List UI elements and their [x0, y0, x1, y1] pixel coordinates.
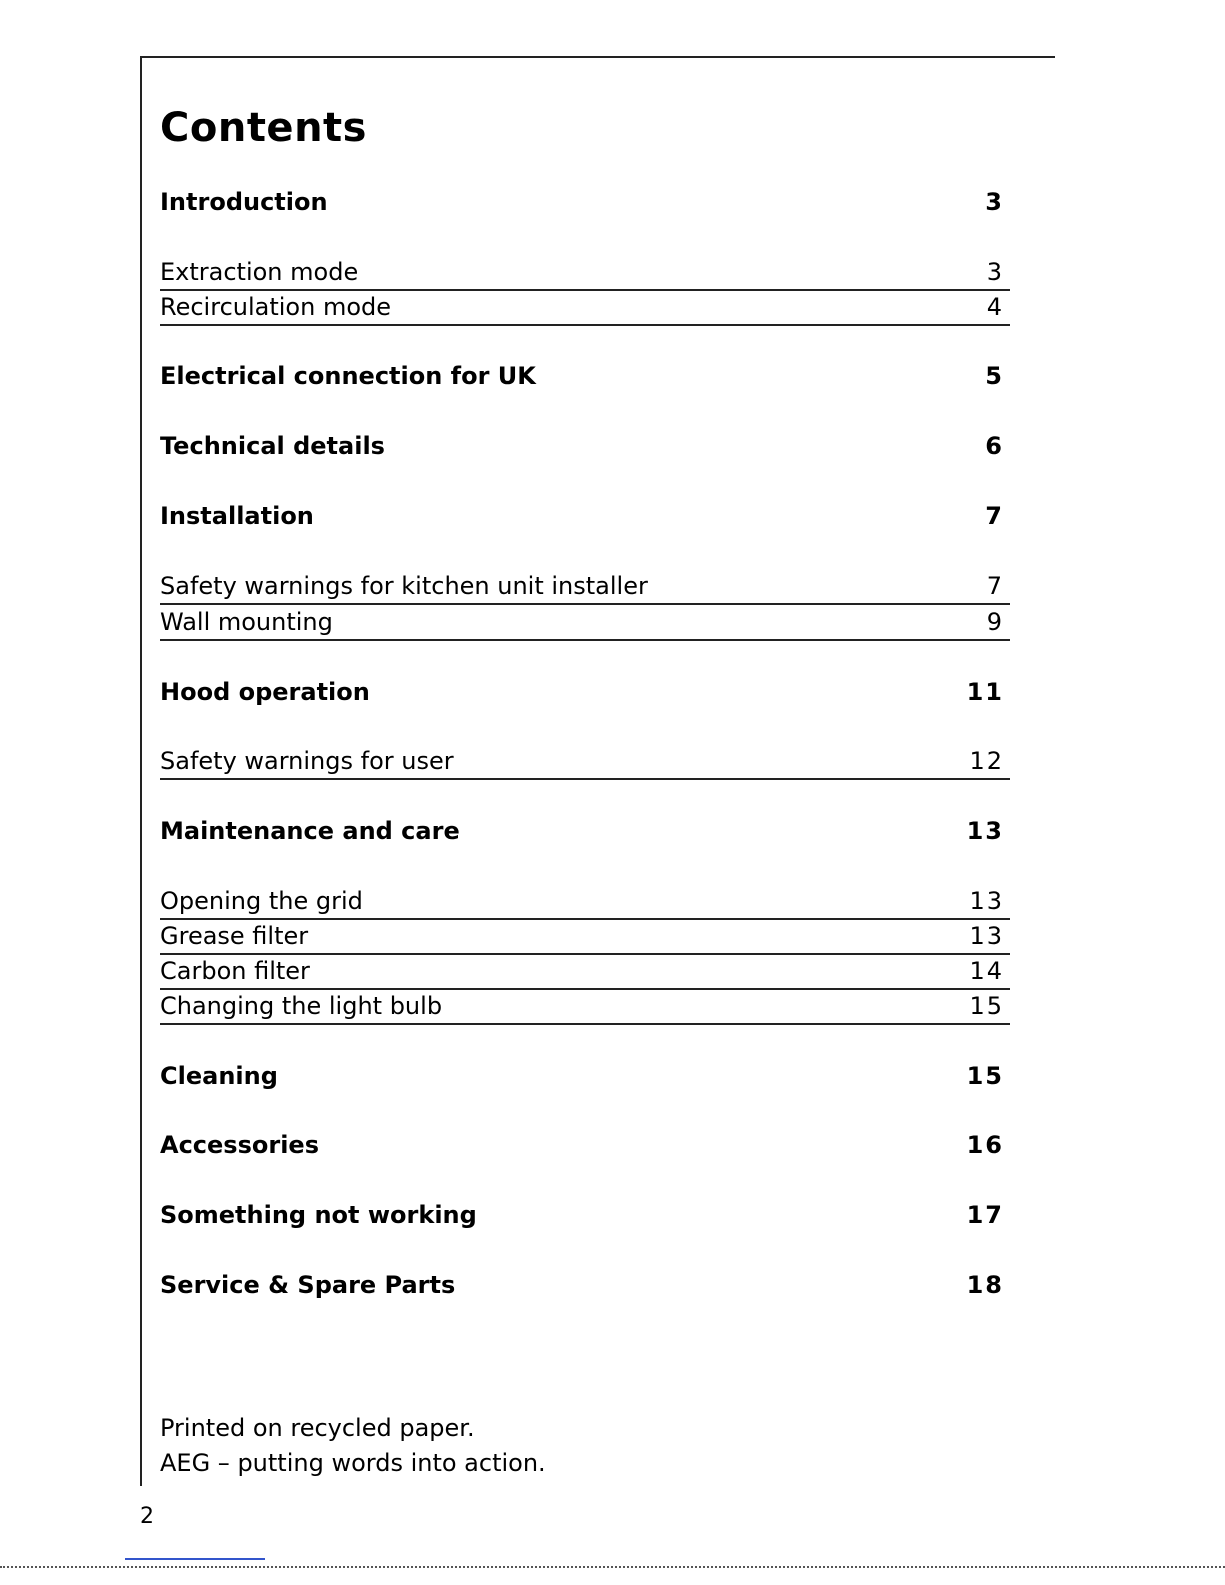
toc-label: Carbon filter [160, 957, 310, 985]
toc-label: Grease filter [160, 922, 309, 950]
toc-page: 9 [986, 608, 1004, 636]
toc-entry-hood-operation[interactable] [160, 680, 1010, 704]
page-title: Contents [160, 105, 367, 151]
toc-page: 3 [986, 258, 1004, 286]
toc-label: Introduction [160, 188, 328, 216]
toc-page: 16 [966, 1131, 1004, 1159]
toc-entry-service-spare-parts[interactable] [160, 1273, 1010, 1297]
toc-entry-safety-warnings-installer[interactable] [160, 574, 1010, 605]
toc-label: Service & Spare Parts [160, 1271, 456, 1299]
toc-label: Maintenance and care [160, 817, 460, 845]
toc-page: 12 [969, 747, 1004, 775]
toc-entry-introduction[interactable] [160, 190, 1010, 214]
toc-entry-extraction-mode[interactable] [160, 260, 1010, 291]
bottom-dotted-rule [0, 1566, 1225, 1568]
toc-label: Safety warnings for user [160, 747, 454, 775]
toc-entry-cleaning[interactable] [160, 1064, 1010, 1088]
toc-entry-technical-details[interactable] [160, 434, 1010, 458]
toc-entry-installation[interactable] [160, 504, 1010, 528]
toc-page: 15 [966, 1062, 1004, 1090]
toc-label: Cleaning [160, 1062, 278, 1090]
toc-label: Something not working [160, 1201, 477, 1229]
toc-page: 6 [985, 432, 1004, 460]
left-rule [140, 56, 142, 1486]
toc-label: Extraction mode [160, 258, 359, 286]
toc-page: 18 [966, 1271, 1004, 1299]
toc-label: Safety warnings for kitchen unit installer [160, 572, 648, 600]
bottom-link-underline [125, 1558, 265, 1560]
toc-page: 17 [966, 1201, 1004, 1229]
toc-label: Electrical connection for UK [160, 362, 536, 390]
page-number: 2 [140, 1504, 154, 1529]
toc-page: 13 [966, 817, 1004, 845]
toc-page: 15 [969, 992, 1004, 1020]
toc-label: Technical details [160, 432, 385, 460]
toc-page: 5 [985, 362, 1004, 390]
toc-label: Opening the grid [160, 887, 363, 915]
toc-page: 13 [969, 887, 1004, 915]
footer-slogan: AEG – putting words into action. [160, 1449, 546, 1477]
toc-entry-opening-the-grid[interactable] [160, 889, 1010, 920]
toc-label: Wall mounting [160, 608, 333, 636]
toc-entry-recirculation-mode[interactable] [160, 295, 1010, 326]
toc-page: 14 [969, 957, 1004, 985]
toc-entry-grease-filter[interactable] [160, 924, 1010, 955]
toc-page: 4 [986, 293, 1004, 321]
toc-entry-electrical-connection[interactable] [160, 364, 1010, 388]
toc-entry-changing-light-bulb[interactable] [160, 994, 1010, 1025]
toc-entry-safety-warnings-user[interactable] [160, 749, 1010, 780]
toc-entry-accessories[interactable] [160, 1133, 1010, 1157]
top-rule [140, 56, 1055, 58]
toc-label: Installation [160, 502, 314, 530]
toc-entry-something-not-working[interactable] [160, 1203, 1010, 1227]
toc-label: Accessories [160, 1131, 319, 1159]
toc-page: 7 [986, 572, 1004, 600]
toc-entry-wall-mounting[interactable] [160, 610, 1010, 641]
toc-label: Hood operation [160, 678, 370, 706]
toc-page: 13 [969, 922, 1004, 950]
toc-label: Recirculation mode [160, 293, 392, 321]
toc-page: 7 [985, 502, 1004, 530]
toc-label: Changing the light bulb [160, 992, 443, 1020]
toc-page: 11 [966, 678, 1004, 706]
toc-page: 3 [985, 188, 1004, 216]
footer-recycled-note: Printed on recycled paper. [160, 1414, 475, 1442]
toc-entry-carbon-filter[interactable] [160, 959, 1010, 990]
toc-entry-maintenance-and-care[interactable] [160, 819, 1010, 843]
